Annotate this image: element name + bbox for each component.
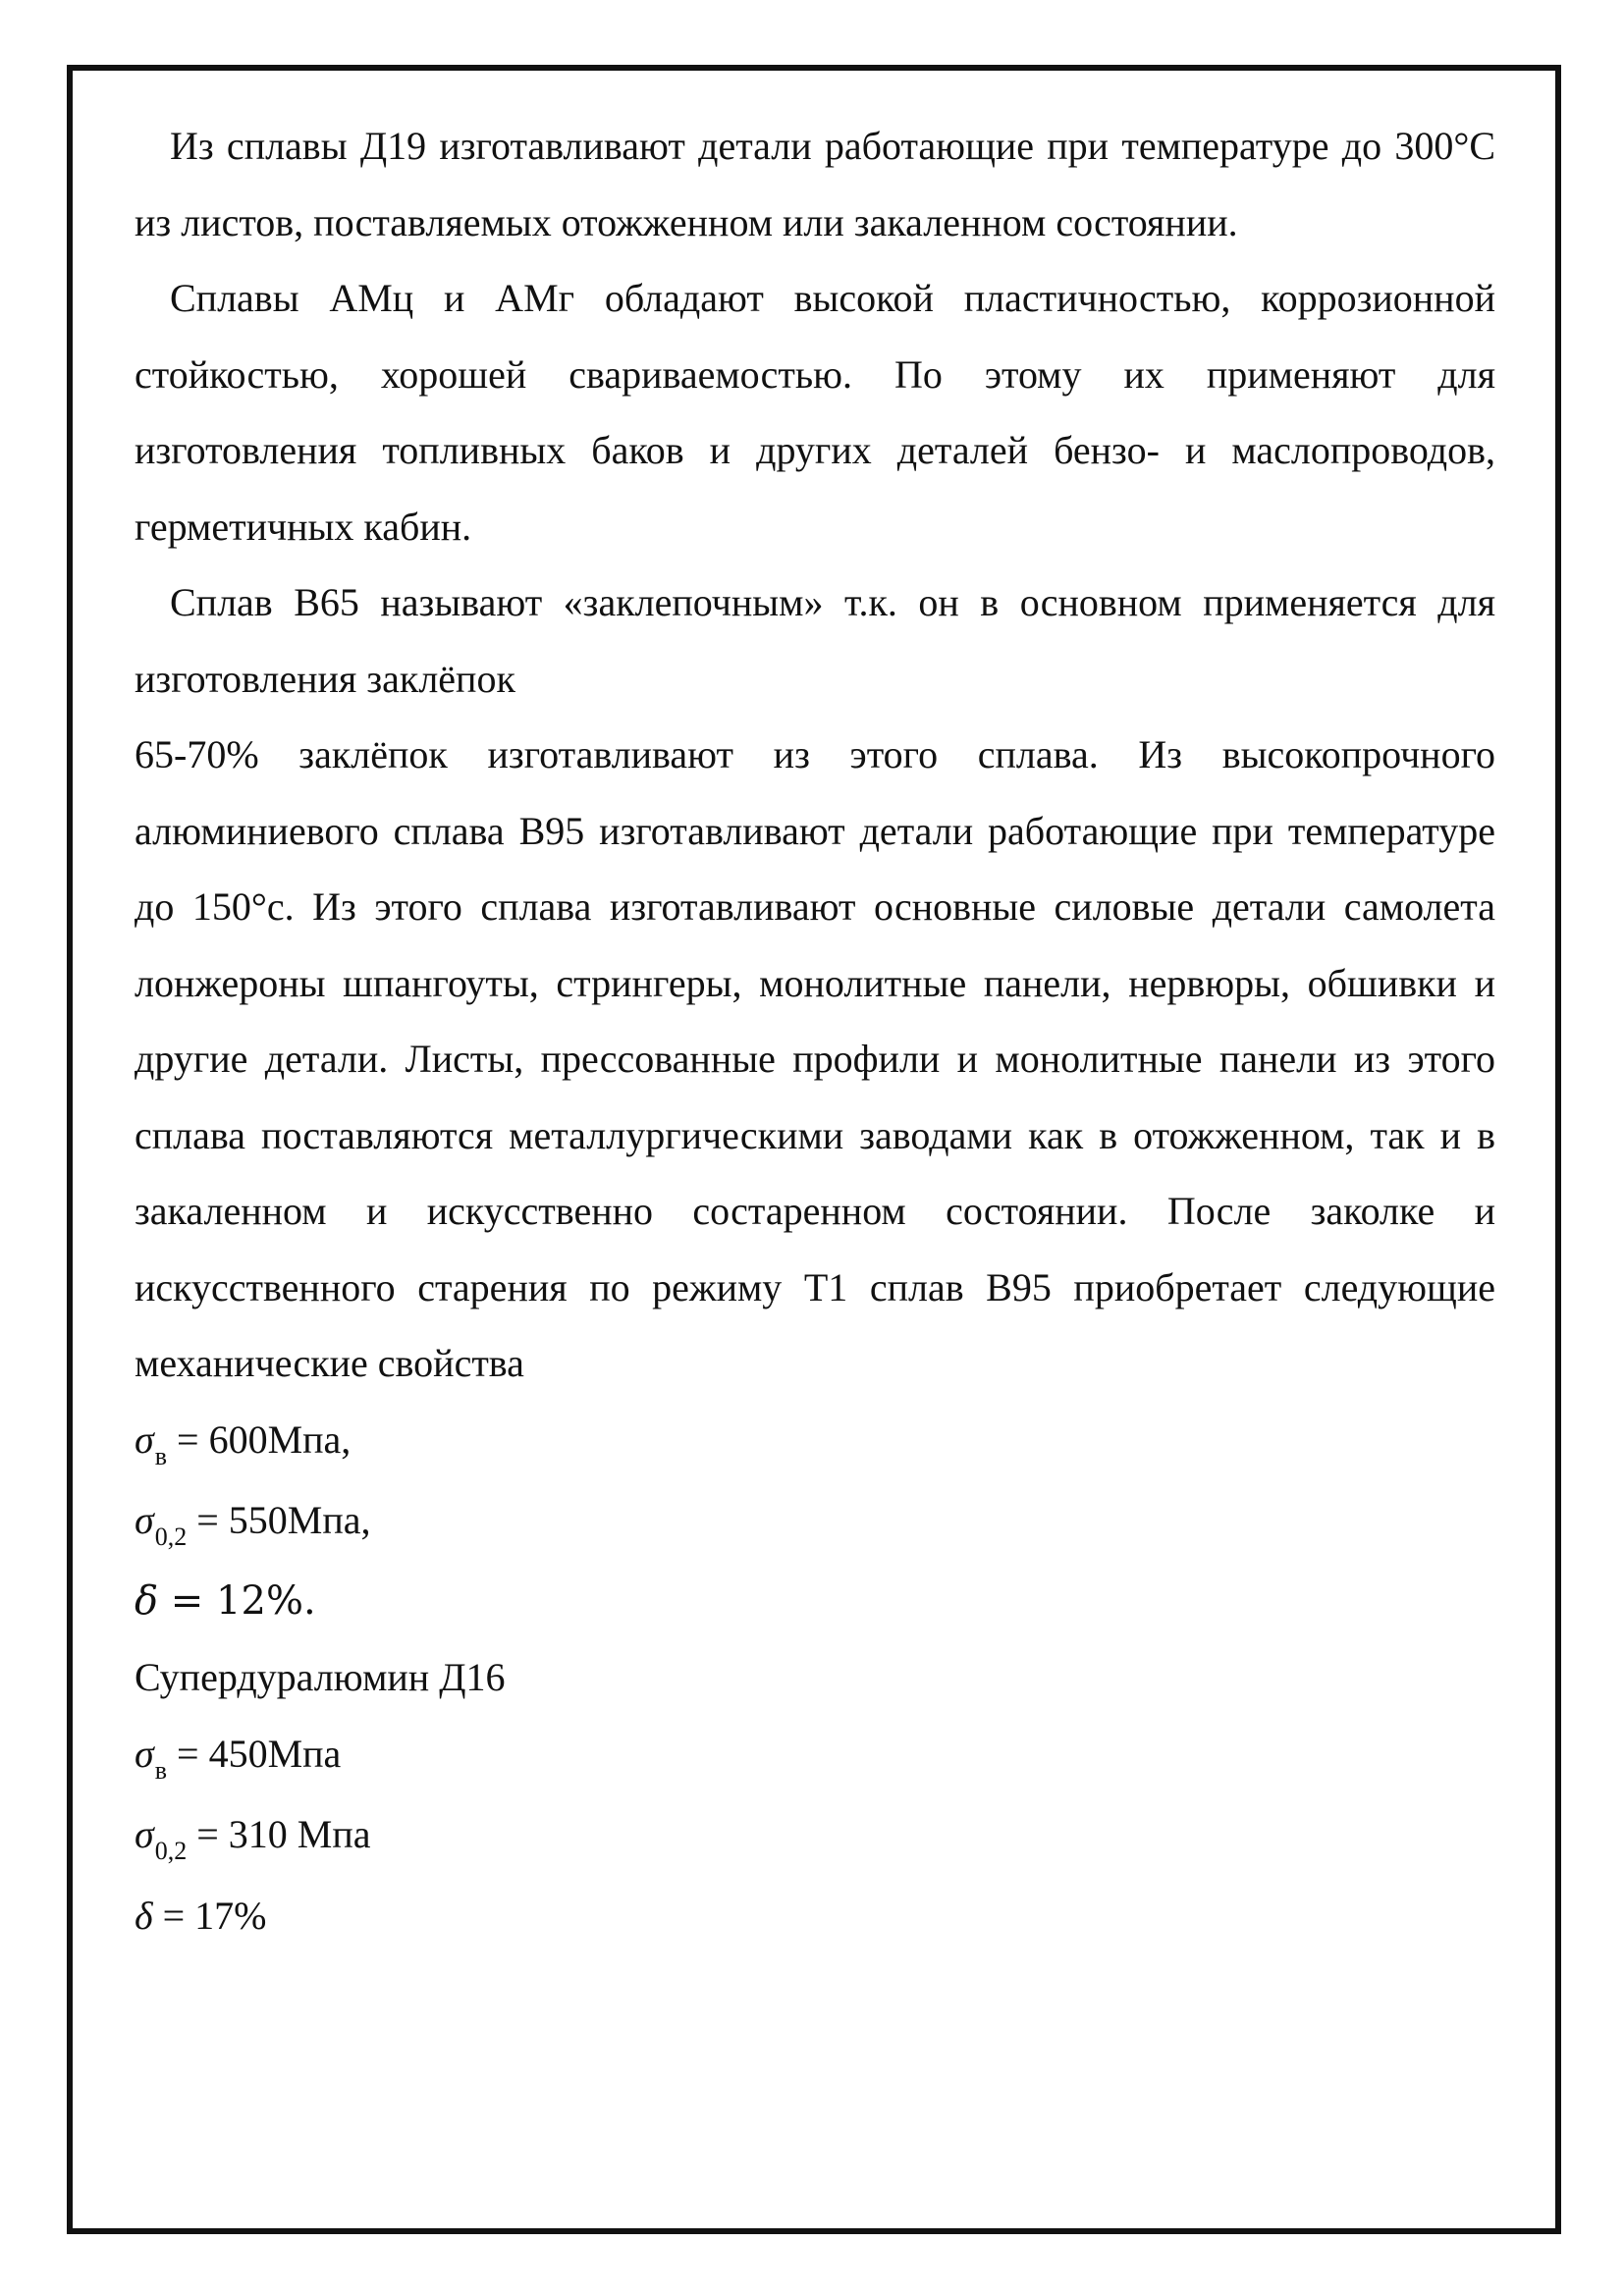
subscript: в [154,1755,168,1785]
d16-delta [135,1878,1495,1954]
paragraph-d19: Из сплавы Д19 изготавливают детали работающие при температуре до 300°C из листов, поставляемых отожженном или закаленном состоянии. [135,124,1495,244]
formula-value: = 17% [152,1893,267,1938]
paragraph-v65: Сплав В65 называют «заклепочным» т.к. он в основном применяется для изготовления заклёпок [135,580,1495,701]
sigma-symbol: σ [135,1498,154,1542]
document-body [135,108,1495,1953]
subscript: 0,2 [154,1522,188,1551]
formula-value: = 600Мпа, [167,1416,352,1462]
paragraph-amts-amg: Сплавы АМц и АМг обладают высокой пластичностью, коррозионной стойкостью, хорошей свариваемостью. По этому их применяют для изготовления топливных баков и других деталей бензо- и маслопроводов, герметичных кабин. [135,276,1495,549]
d16-sigma-b [135,1716,1495,1797]
formula-value: = 12%. [158,1577,316,1624]
subscript: 0,2 [154,1837,188,1865]
sigma-symbol: σ [135,1731,154,1776]
formula-value: = 310 Мпа [187,1812,371,1856]
paragraph-v95: 65-70% заклёпок изготавливают из этого сплава. Из высокопрочного алюминиевого сплава В95 изготавливают детали работающие при температуре до 150°с. Из этого сплава изготавливают основные силовые детали самолета лонжероны шпангоуты, стрингеры, монолитные панели, нервюры, обшивки и другие детали. Листы, прессованные профили и монолитные панели из этого сплава поставляются металлургическими заводами как в отожженном, так и в закаленном и искусственно состаренном состоянии. После заколке и искусственного старения по режиму Т1 сплав В95 приобретает следующие механические свойства [135,732,1495,1385]
sigma-symbol: σ [135,1416,154,1462]
delta-symbol: δ [135,1577,159,1624]
d16-title: Супердуралюмин Д16 [135,1655,506,1699]
v95-sigma-b [135,1402,1495,1483]
v95-sigma-02 [135,1482,1495,1564]
formula-value: = 550Мпа, [187,1498,371,1542]
sigma-symbol: σ [135,1812,154,1856]
subscript: в [154,1441,168,1470]
formula-value: = 450Мпа [167,1731,342,1776]
delta-symbol: δ [135,1893,153,1938]
v95-delta [135,1564,1495,1640]
d16-sigma-02 [135,1796,1495,1878]
